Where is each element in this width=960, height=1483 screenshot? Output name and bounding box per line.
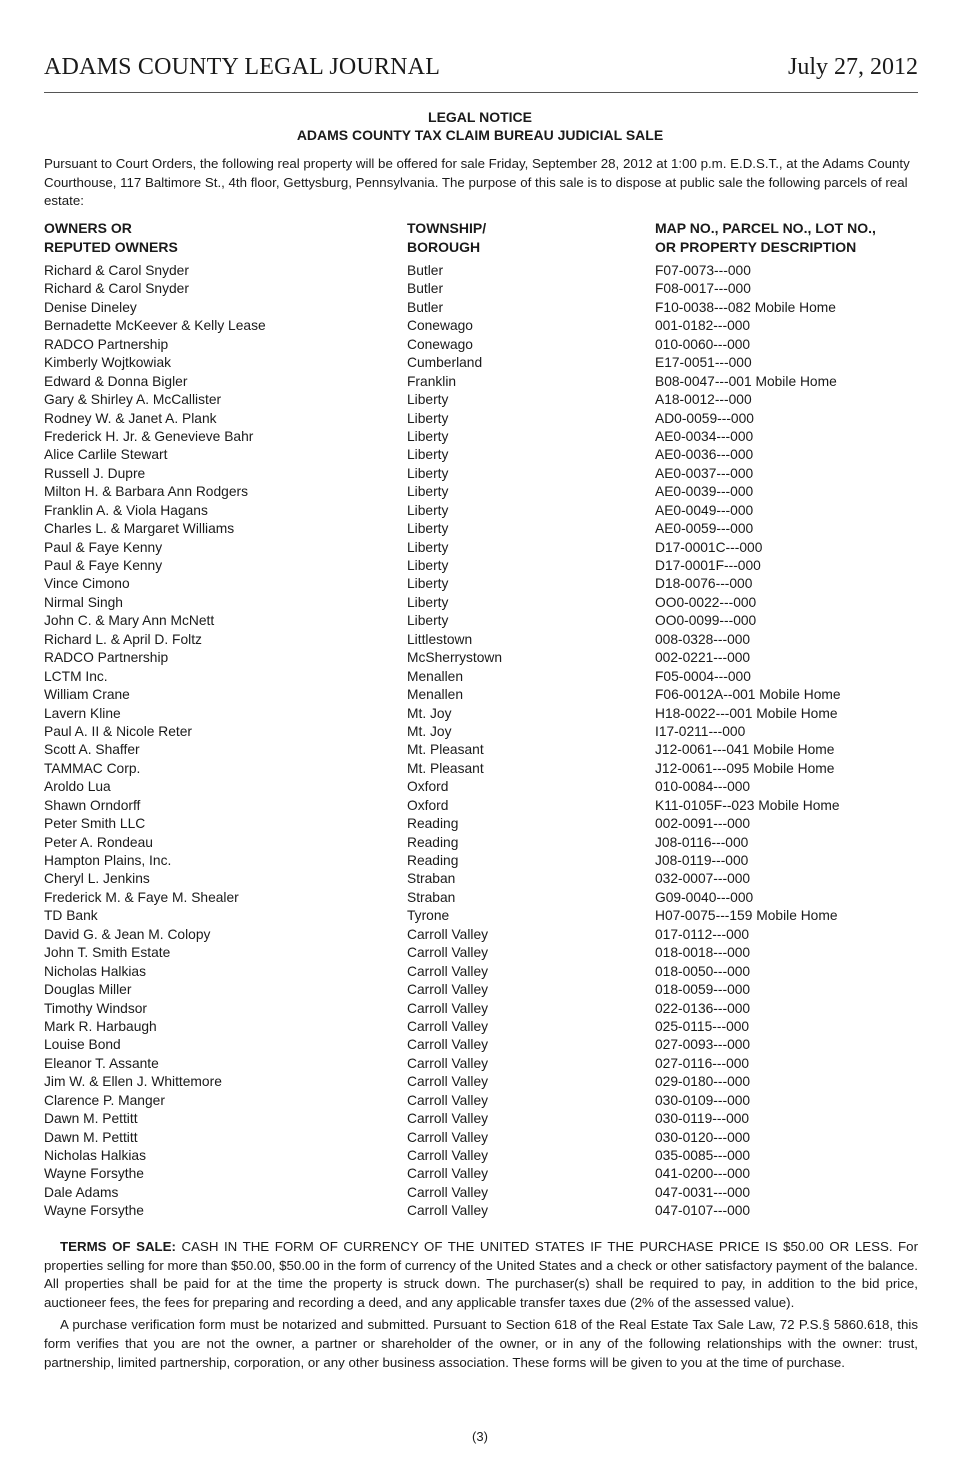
- table-row: [0, 446, 960, 464]
- table-row: [0, 705, 960, 723]
- owner-cell: Wayne Forsythe: [44, 1203, 144, 1219]
- column-header-township: [407, 219, 486, 256]
- table-row: [0, 1036, 960, 1054]
- owner-cell: Peter Smith LLC: [44, 816, 146, 832]
- terms-paragraph-2: A purchase verification form must be notarized and submitted. Pursuant to Section 618 of the Real Estate Tax Sale Law, 72 P.S.§ 5860.618, this form verifies that you are not the owner, a partner or shareholder of the owner, or in any of the following relationships with the owner: trust, partnership, limited partnership, corporation, or any other business association. These forms will be given to you at the time of purchase.: [44, 1317, 918, 1370]
- parcel-cell: 018-0018---000: [655, 945, 751, 961]
- owner-cell: TAMMAC Corp.: [44, 760, 141, 776]
- owner-cell: Paul & Faye Kenny: [44, 558, 163, 573]
- township-cell: Franklin: [407, 373, 457, 389]
- table-row: [0, 852, 960, 870]
- table-row: [0, 575, 960, 593]
- owner-cell: Rodney W. & Janet A. Plank: [44, 410, 217, 426]
- table-row: [0, 299, 960, 317]
- parcel-cell: F07-0073---000: [655, 263, 751, 278]
- parcel-cell: E17-0051---000: [655, 355, 752, 371]
- township-cell: Carroll Valley: [407, 1111, 489, 1127]
- parcel-list: [0, 262, 960, 1221]
- township-cell: Cumberland: [407, 355, 483, 371]
- owner-cell: Aroldo Lua: [44, 779, 111, 795]
- table-row: [0, 410, 960, 428]
- parcel-cell: 027-0093---000: [655, 1037, 751, 1053]
- parcel-cell: 022-0136---000: [655, 1000, 751, 1016]
- township-cell: Carroll Valley: [407, 1000, 489, 1016]
- table-row: [0, 741, 960, 759]
- table-row: [0, 262, 960, 280]
- column-header-township-line2: BOROUGH: [407, 238, 481, 255]
- owner-cell: Russell J. Dupre: [44, 465, 146, 481]
- owner-cell: Frederick M. & Faye M. Shealer: [44, 889, 239, 905]
- table-row: [0, 963, 960, 981]
- township-cell: Carroll Valley: [407, 926, 489, 942]
- table-row: [0, 280, 960, 298]
- table-row: [0, 483, 960, 501]
- township-cell: Mt. Pleasant: [407, 742, 484, 758]
- parcel-cell: B08-0047---001 Mobile Home: [655, 373, 837, 389]
- parcel-cell: F06-0012A--001 Mobile Home: [655, 687, 841, 703]
- parcel-cell: 029-0180---000: [655, 1074, 751, 1090]
- owner-cell: Mark R. Harbaugh: [44, 1018, 157, 1034]
- parcel-cell: 030-0119---000: [655, 1111, 750, 1127]
- owner-cell: RADCO Partnership: [44, 650, 169, 666]
- township-cell: Liberty: [407, 613, 449, 629]
- township-cell: Carroll Valley: [407, 963, 489, 979]
- parcel-cell: 017-0112---000: [655, 926, 750, 942]
- owner-cell: Franklin A. & Viola Hagans: [44, 502, 208, 518]
- table-row: [0, 594, 960, 612]
- column-header-township-line1: TOWNSHIP/: [407, 220, 487, 236]
- township-cell: Conewago: [407, 336, 473, 352]
- table-row: [0, 612, 960, 630]
- parcel-cell: H07-0075---159 Mobile Home: [655, 908, 838, 924]
- owner-cell: LCTM Inc.: [44, 668, 108, 684]
- parcel-cell: 032-0007---000: [655, 871, 751, 887]
- township-cell: Carroll Valley: [407, 1166, 489, 1182]
- parcel-cell: AE0-0039---000: [655, 484, 754, 500]
- parcel-cell: OO0-0022---000: [655, 594, 757, 610]
- parcel-cell: J08-0119---000: [655, 853, 749, 868]
- parcel-cell: 010-0060---000: [655, 336, 751, 352]
- owner-cell: Douglas Miller: [44, 982, 132, 998]
- parcel-cell: 047-0107---000: [655, 1203, 751, 1219]
- owner-cell: Frederick H. Jr. & Genevieve Bahr: [44, 428, 254, 444]
- parcel-cell: AE0-0037---000: [655, 465, 754, 481]
- owner-cell: Shawn Orndorff: [44, 797, 141, 813]
- parcel-cell: AE0-0049---000: [655, 502, 754, 518]
- parcel-cell: 035-0085---000: [655, 1148, 751, 1163]
- table-row: [0, 1202, 960, 1220]
- owner-cell: Paul & Faye Kenny: [44, 539, 163, 555]
- terms-paragraph-1-text: CASH IN THE FORM OF CURRENCY OF THE UNITED STATES IF THE PURCHASE PRICE IS $50.00 OR LESS. For properties selling for more than $50.00, $50.00 in the form of currency of the United States and a check or other satisfactory payment of the balance. All properties shall be paid for at the time the property is struck down. The purchaser(s) shall be required to pay, in addition to the bid price, auctioneer fees, the fees for preparing and recording a deed, and any applicable transfer taxes due (2% of the assessed value).: [44, 1239, 918, 1310]
- owner-cell: RADCO Partnership: [44, 336, 169, 352]
- township-cell: Menallen: [407, 668, 463, 684]
- table-row: [0, 760, 960, 778]
- owner-cell: Clarence P. Manger: [44, 1092, 165, 1108]
- parcel-cell: 030-0109---000: [655, 1092, 751, 1108]
- township-cell: Mt. Pleasant: [407, 760, 484, 776]
- table-row: [0, 944, 960, 962]
- table-row: [0, 668, 960, 686]
- parcel-cell: 002-0221---000: [655, 650, 751, 666]
- owner-cell: Alice Carlile Stewart: [44, 447, 168, 463]
- township-cell: Liberty: [407, 428, 449, 444]
- owner-cell: John C. & Mary Ann McNett: [44, 613, 215, 629]
- column-header-map-line2: OR PROPERTY DESCRIPTION: [655, 238, 857, 255]
- owner-cell: Dale Adams: [44, 1184, 119, 1200]
- township-cell: Carroll Valley: [407, 1184, 489, 1200]
- township-cell: Carroll Valley: [407, 1037, 489, 1053]
- notice-subtitle: ADAMS COUNTY TAX CLAIM BUREAU JUDICIAL SALE: [296, 127, 664, 143]
- owner-cell: Nicholas Halkias: [44, 963, 146, 979]
- page-number: (3): [472, 1429, 488, 1444]
- table-row: [0, 391, 960, 409]
- table-row: [0, 1092, 960, 1110]
- table-row: [0, 981, 960, 999]
- parcel-cell: D18-0076---000: [655, 576, 753, 592]
- owner-cell: Richard & Carol Snyder: [44, 263, 189, 278]
- terms-paragraph-1: [44, 1238, 918, 1312]
- parcel-cell: D17-0001F---000: [655, 558, 761, 573]
- owner-cell: Louise Bond: [44, 1037, 121, 1053]
- masthead: [44, 54, 918, 90]
- owner-cell: Paul A. II & Nicole Reter: [44, 723, 192, 739]
- table-row: [0, 1018, 960, 1036]
- owner-cell: Scott A. Shaffer: [44, 742, 140, 758]
- township-cell: Tyrone: [407, 908, 450, 924]
- table-row: [0, 723, 960, 741]
- parcel-cell: AD0-0059---000: [655, 410, 754, 426]
- owner-cell: Hampton Plains, Inc.: [44, 853, 172, 868]
- table-row: [0, 373, 960, 391]
- owner-cell: Denise Dineley: [44, 299, 137, 315]
- parcel-cell: 008-0328---000: [655, 631, 751, 647]
- table-row: [0, 1000, 960, 1018]
- township-cell: Butler: [407, 299, 444, 315]
- table-row: [0, 465, 960, 483]
- owner-cell: Milton H. & Barbara Ann Rodgers: [44, 484, 248, 500]
- table-row: [0, 502, 960, 520]
- township-cell: Conewago: [407, 318, 473, 334]
- parcel-cell: J08-0116---000: [655, 834, 749, 850]
- parcel-cell: AE0-0036---000: [655, 447, 754, 463]
- terms-label: TERMS OF SALE:: [60, 1239, 176, 1254]
- owner-cell: David G. & Jean M. Colopy: [44, 926, 211, 942]
- table-row: [0, 336, 960, 354]
- parcel-cell: I17-0211---000: [655, 723, 746, 739]
- owner-cell: Bernadette McKeever & Kelly Lease: [44, 318, 266, 334]
- table-row: [0, 797, 960, 815]
- intro-paragraph: Pursuant to Court Orders, the following real property will be offered for sale Friday, September 28, 2012 at 1:00 p.m. E.D.S.T., at the Adams County Courthouse, 117 Baltimore St., 4th floor, Gettysburg, Pennsylvania. The purpose of this sale is to dispose at public sale the following parcels of real estate:: [44, 156, 910, 209]
- header-rule: [44, 92, 918, 93]
- township-cell: Liberty: [407, 558, 449, 573]
- parcel-cell: 018-0050---000: [655, 963, 751, 979]
- owner-cell: John T. Smith Estate: [44, 945, 171, 961]
- parcel-cell: G09-0040---000: [655, 889, 754, 905]
- table-row: [0, 1184, 960, 1202]
- township-cell: Oxford: [407, 779, 449, 795]
- column-header-owners-line2: REPUTED OWNERS: [44, 238, 178, 255]
- table-row: [0, 1165, 960, 1183]
- table-row: [0, 686, 960, 704]
- township-cell: Carroll Valley: [407, 1074, 489, 1090]
- township-cell: Reading: [407, 816, 459, 832]
- owner-cell: Cheryl L. Jenkins: [44, 871, 150, 887]
- parcel-cell: OO0-0099---000: [655, 613, 757, 629]
- owner-cell: Edward & Donna Bigler: [44, 373, 188, 389]
- parcel-cell: 002-0091---000: [655, 816, 751, 832]
- township-cell: Liberty: [407, 465, 449, 481]
- parcel-cell: 010-0084---000: [655, 779, 751, 795]
- township-cell: Littlestown: [407, 631, 473, 647]
- table-row: [0, 317, 960, 335]
- table-row: [0, 1110, 960, 1128]
- owner-cell: TD Bank: [44, 908, 98, 924]
- parcel-cell: AE0-0034---000: [655, 428, 754, 444]
- township-cell: Carroll Valley: [407, 945, 489, 961]
- township-cell: Butler: [407, 263, 444, 278]
- parcel-cell: H18-0022---001 Mobile Home: [655, 705, 838, 721]
- owner-cell: Peter A. Rondeau: [44, 834, 153, 850]
- owner-cell: William Crane: [44, 687, 130, 703]
- parcel-cell: 025-0115---000: [655, 1018, 750, 1034]
- township-cell: Liberty: [407, 447, 449, 463]
- owner-cell: Lavern Kline: [44, 705, 121, 721]
- owner-cell: Dawn M. Pettitt: [44, 1111, 138, 1127]
- owner-cell: Eleanor T. Assante: [44, 1055, 159, 1071]
- township-cell: Straban: [407, 871, 456, 887]
- table-row: [0, 1147, 960, 1165]
- table-row: [0, 889, 960, 907]
- parcel-cell: J12-0061---095 Mobile Home: [655, 760, 835, 776]
- owner-cell: Charles L. & Margaret Williams: [44, 521, 235, 537]
- table-row: [0, 631, 960, 649]
- township-cell: Liberty: [407, 521, 449, 537]
- township-cell: Carroll Valley: [407, 1129, 489, 1145]
- table-row: [0, 1073, 960, 1091]
- table-row: [0, 539, 960, 557]
- township-cell: Liberty: [407, 392, 449, 408]
- table-row: [0, 520, 960, 538]
- township-cell: Carroll Valley: [407, 1203, 489, 1219]
- township-cell: Liberty: [407, 594, 449, 610]
- column-header-map: [655, 219, 876, 256]
- township-cell: Carroll Valley: [407, 1148, 489, 1163]
- township-cell: Carroll Valley: [407, 1092, 489, 1108]
- owner-cell: Richard & Carol Snyder: [44, 281, 189, 297]
- parcel-cell: 041-0200---000: [655, 1166, 751, 1182]
- township-cell: Liberty: [407, 576, 449, 592]
- table-row: [0, 354, 960, 372]
- table-row: [0, 870, 960, 888]
- table-row: [0, 926, 960, 944]
- parcel-cell: F05-0004---000: [655, 668, 751, 684]
- owner-cell: Dawn M. Pettitt: [44, 1129, 138, 1145]
- table-row: [0, 1055, 960, 1073]
- table-row: [0, 815, 960, 833]
- parcel-cell: D17-0001C---000: [655, 539, 763, 555]
- parcel-cell: K11-0105F--023 Mobile Home: [655, 797, 840, 813]
- township-cell: Butler: [407, 281, 444, 297]
- table-row: [0, 834, 960, 852]
- township-cell: Straban: [407, 889, 456, 905]
- township-cell: Carroll Valley: [407, 982, 489, 998]
- table-row: [0, 428, 960, 446]
- township-cell: Reading: [407, 834, 459, 850]
- owner-cell: Nicholas Halkias: [44, 1148, 146, 1163]
- column-header-owners: [44, 219, 178, 256]
- owner-cell: Timothy Windsor: [44, 1000, 147, 1016]
- table-row: [0, 1129, 960, 1147]
- township-cell: Mt. Joy: [407, 723, 452, 739]
- township-cell: Mt. Joy: [407, 705, 452, 721]
- parcel-cell: J12-0061---041 Mobile Home: [655, 742, 835, 758]
- township-cell: McSherrystown: [407, 650, 503, 666]
- township-cell: Menallen: [407, 687, 463, 703]
- township-cell: Carroll Valley: [407, 1055, 489, 1071]
- owner-cell: Vince Cimono: [44, 576, 130, 592]
- parcel-cell: 047-0031---000: [655, 1184, 751, 1200]
- owner-cell: Kimberly Wojtkowiak: [44, 355, 172, 371]
- owner-cell: Gary & Shirley A. McCallister: [44, 392, 222, 408]
- township-cell: Oxford: [407, 797, 449, 813]
- parcel-cell: 018-0059---000: [655, 982, 751, 998]
- parcel-cell: A18-0012---000: [655, 392, 752, 408]
- table-row: [0, 907, 960, 925]
- township-cell: Reading: [407, 853, 459, 868]
- notice-title: LEGAL NOTICE: [428, 109, 532, 125]
- table-row: [0, 557, 960, 575]
- parcel-cell: 027-0116---000: [655, 1055, 750, 1071]
- owner-cell: Wayne Forsythe: [44, 1166, 144, 1182]
- township-cell: Liberty: [407, 539, 449, 555]
- parcel-cell: F08-0017---000: [655, 281, 751, 297]
- parcel-cell: AE0-0059---000: [655, 521, 754, 537]
- owner-cell: Jim W. & Ellen J. Whittemore: [44, 1074, 222, 1090]
- parcel-cell: 001-0182---000: [655, 318, 751, 334]
- parcel-cell: F10-0038---082 Mobile Home: [655, 299, 836, 315]
- column-header-owners-line1: OWNERS OR: [44, 220, 132, 236]
- journal-title: ADAMS COUNTY LEGAL JOURNAL: [44, 54, 441, 80]
- terms-of-sale: [44, 1238, 918, 1376]
- issue-date: July 27, 2012: [787, 54, 918, 80]
- parcel-cell: 030-0120---000: [655, 1129, 751, 1145]
- township-cell: Carroll Valley: [407, 1018, 489, 1034]
- township-cell: Liberty: [407, 502, 449, 518]
- owner-cell: Nirmal Singh: [44, 594, 123, 610]
- column-header-map-line1: MAP NO., PARCEL NO., LOT NO.,: [655, 220, 876, 236]
- table-row: [0, 649, 960, 667]
- township-cell: Liberty: [407, 410, 449, 426]
- owner-cell: Richard L. & April D. Foltz: [44, 631, 202, 647]
- township-cell: Liberty: [407, 484, 449, 500]
- table-row: [0, 778, 960, 796]
